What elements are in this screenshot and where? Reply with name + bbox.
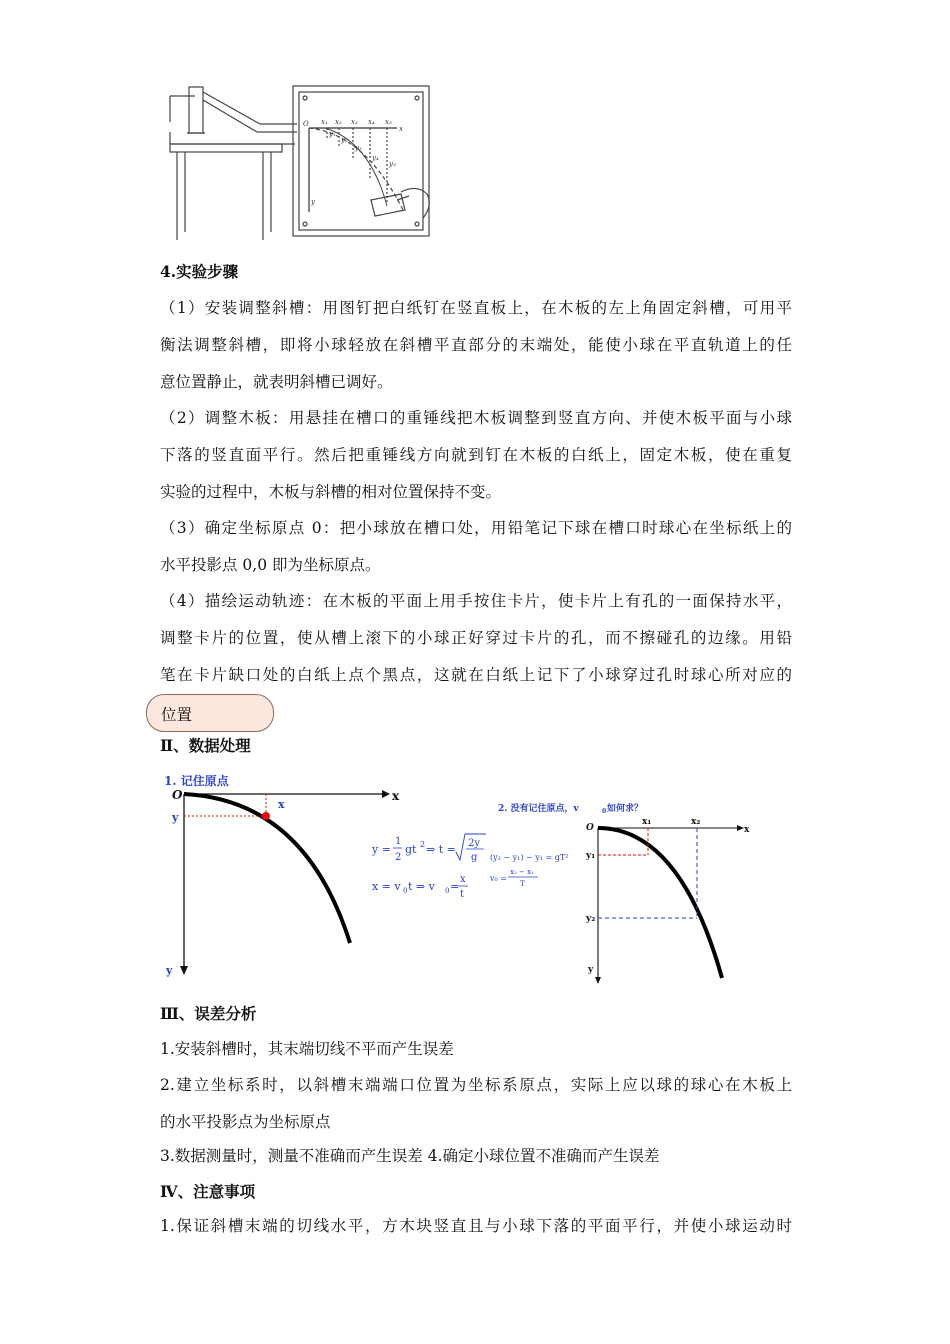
right-trajectory (598, 828, 722, 978)
formula1-mid: gt (405, 843, 417, 856)
formula2-den: t (460, 889, 465, 900)
apparatus-figure (165, 82, 450, 242)
right-x-label: x (744, 825, 750, 835)
formula2-sub: 0 (403, 887, 408, 895)
highlight-bubble (146, 694, 274, 732)
apparatus-x1-label: x₁ (321, 118, 328, 126)
formula2-mid: t ⇒ v (408, 880, 435, 893)
step2-line3: 实验的过程中，木板与斜槽的相对位置保持不变。 (160, 483, 502, 501)
formula1-frac-den: 2 (395, 852, 402, 863)
apparatus-x2-label: x₂ (335, 118, 342, 126)
step1-line3: 意位置静止，就表明斜槽已调好。 (160, 373, 393, 391)
step4-line2: 调整卡片的位置，使从槽上滚下的小球正好穿过卡片的孔，而不擦碰孔的边缘。用铅 (160, 629, 792, 647)
data-processing-heading: Ⅱ、数据处理 (160, 736, 251, 755)
formula1-frac-num: 1 (395, 836, 402, 847)
apparatus-x5-label: x₅ (385, 118, 392, 126)
left-x-arrow (382, 790, 390, 798)
formula1-sup: 2 (420, 840, 426, 849)
left-y-label: y (166, 964, 173, 977)
left-y-arrow (180, 966, 188, 975)
left-origin-label: O (172, 788, 183, 802)
right-chart-title-end: 如何求？ (607, 804, 644, 814)
apparatus-y4-label: y₄ (372, 154, 379, 162)
step2-line2: 下落的竖直面平行。然后把重锤线方向就到钉在木板的白纸上，固定木板，使在重复 (160, 446, 792, 464)
formula2-sub2: 0 (445, 887, 450, 895)
right-x-arrow (737, 825, 744, 831)
formula1-root-num: 2y (468, 838, 481, 849)
right-y2-label: y₂ (586, 914, 596, 924)
right-y1-label: y₁ (586, 851, 596, 861)
formula4-lhs: v₀ = (490, 874, 507, 883)
apparatus-y5-label: y₅ (389, 160, 396, 168)
apparatus-origin-label: O (303, 120, 309, 128)
apparatus-x-label: x (399, 125, 403, 133)
apparatus-y2-label: y₂ (341, 136, 348, 144)
formula1-root-den: g (471, 852, 478, 863)
left-point-y-label: y (172, 811, 179, 824)
error-item1: 1.安装斜槽时，其末端切线不平而产生误差 (160, 1040, 454, 1058)
step1-line2: 衡法调整斜槽，即将小球轻放在斜槽平直部分的末端处，能使小球在平直轨道上的任 (160, 336, 792, 354)
step4-line3: 笔在卡片缺口处的白纸上点个黑点，这就在白纸上记下了小球穿过孔时球心所对应的 (160, 666, 792, 684)
formula1-lhs: y = (372, 843, 391, 856)
right-chart-title: 2. 没有记住原点，v (498, 804, 579, 814)
error-item3: 3.数据测量时，测量不准确而产生误差 4.确定小球位置不准确而产生误差 (160, 1147, 660, 1165)
step1-line1: （1）安装调整斜槽：用图钉把白纸钉在竖直板上，在木板的左上角固定斜槽，可用平 (160, 299, 792, 317)
left-point-x-label: x (278, 798, 285, 811)
left-x-label: x (392, 789, 400, 803)
left-point-marker (262, 812, 270, 820)
step2-line1: （2）调整木板：用悬挂在槽口的重锤线把木板调整到竖直方向、并使木板平面与小球 (160, 409, 792, 427)
data-processing-figure (160, 768, 760, 990)
error-item2-line1: 2.建立坐标系时，以斜槽末端端口位置为坐标系原点，实际上应以球的球心在木板上 (160, 1076, 792, 1094)
apparatus-x3-label: x₃ (351, 118, 358, 126)
step4-last-word: 位置 (161, 706, 193, 724)
right-x2-label: x₂ (691, 817, 701, 827)
step3-line1: （3）确定坐标原点 0：把小球放在槽口处，用铅笔记下球在槽口时球心在坐标纸上的 (160, 519, 792, 537)
error-analysis-heading: Ⅲ、误差分析 (160, 1004, 257, 1023)
apparatus-y1-label: y₁ (329, 130, 336, 138)
formula4-num: x₂ − x₁ (510, 868, 534, 876)
right-origin-label: O (586, 823, 594, 833)
left-chart-title: 1. 记住原点 (164, 774, 229, 788)
section4-heading: 4.实验步骤 (160, 262, 239, 281)
apparatus-y3-label: y₃ (355, 144, 362, 152)
formula1-arrow: ⇒ t = (426, 843, 456, 856)
apparatus-x4-label: x₄ (368, 118, 375, 126)
formula3: (y₂ − y₁) − y₁ = gT² (490, 853, 569, 862)
step4-line1: （4）描绘运动轨迹：在木板的平面上用手按住卡片，使卡片上有孔的一面保持水平， (160, 592, 792, 610)
formula2-eq: = (450, 880, 460, 893)
formula4-den: T (520, 880, 525, 888)
right-x1-label: x₁ (642, 817, 652, 827)
formula2-lhs: x = v (372, 880, 401, 893)
apparatus-y-label: y (311, 198, 315, 206)
notes-item1: 1.保证斜槽末端的切线水平，方木块竖直且与小球下落的平面平行，并使小球运动时 (160, 1217, 792, 1235)
formula2-num: x (460, 874, 466, 885)
step3-line2: 水平投影点 0,0 即为坐标原点。 (160, 556, 381, 574)
error-item2-line2: 的水平投影点为坐标原点 (160, 1113, 331, 1131)
right-y-label: y (588, 965, 594, 975)
notes-heading: Ⅳ、注意事项 (160, 1182, 256, 1201)
right-chart-title-sub: 0 (602, 808, 607, 815)
right-y-arrow (595, 977, 601, 984)
